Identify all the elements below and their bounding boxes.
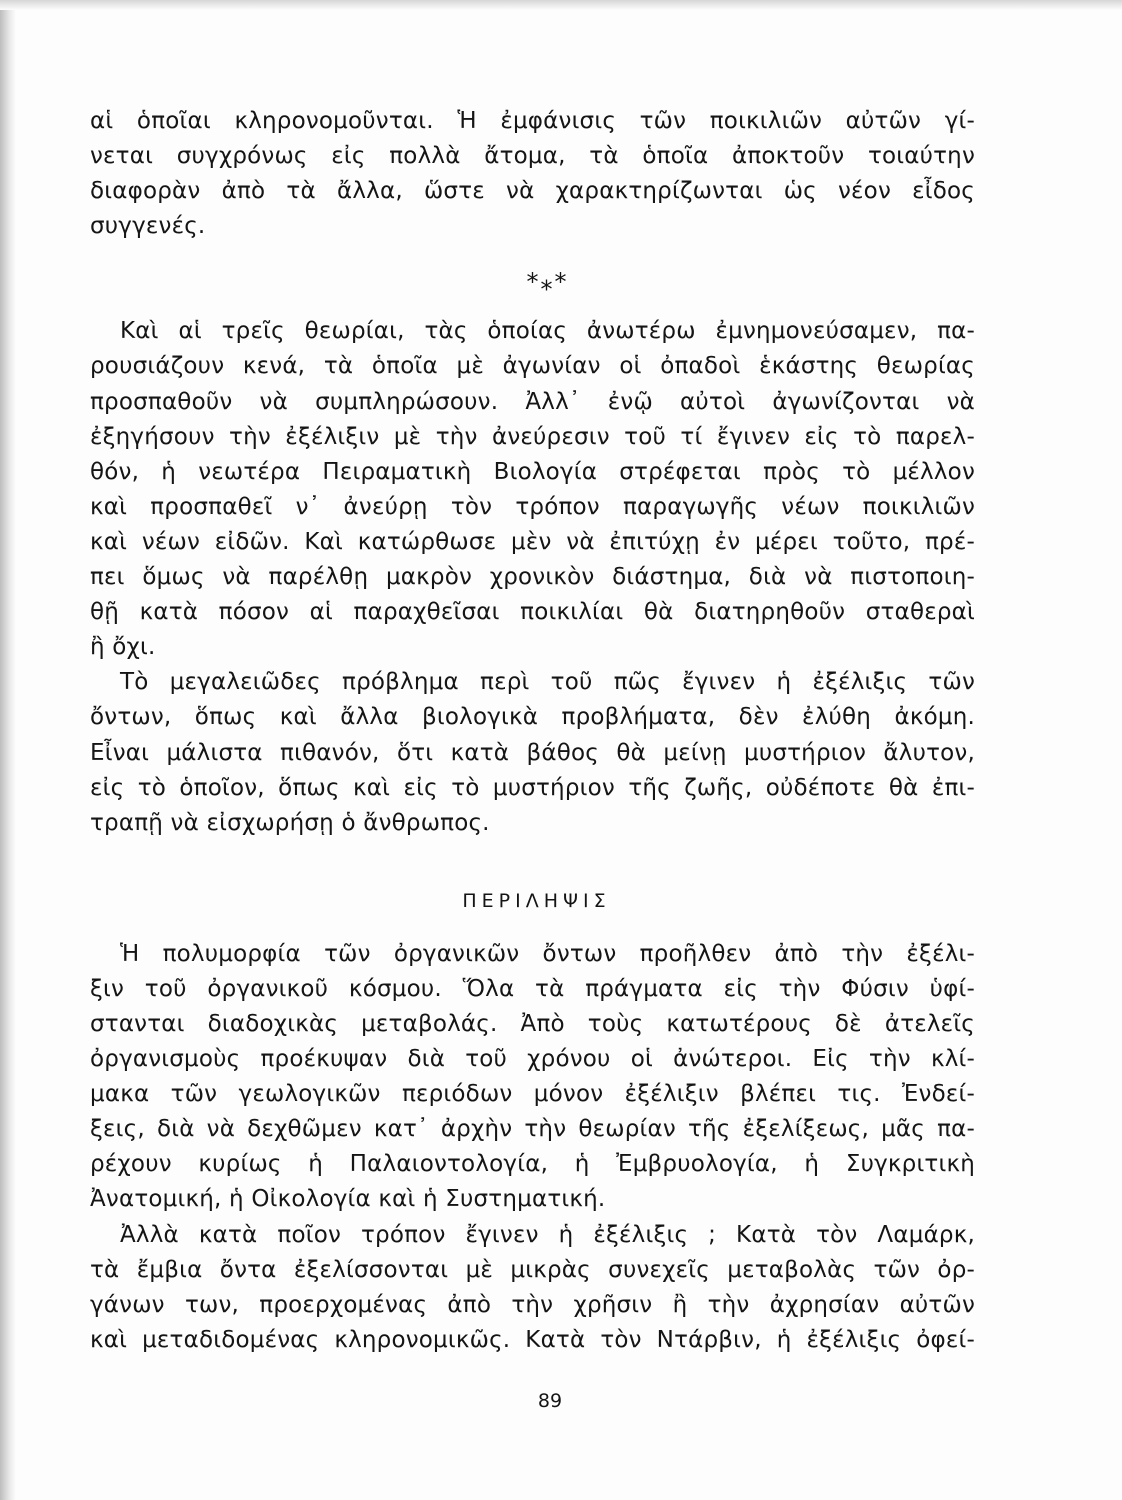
text-line: καὶ μεταδιδομένας κληρονομικῶς. Κατὰ τὸν Ντάρβιν, ἡ ἐξέλιξις ὀφεί-	[90, 1326, 975, 1353]
text-line: Καὶ αἱ τρεῖς θεωρίαι, τὰς ὁποίας ἀνωτέρω ἐμνημονεύσαμεν, πα-	[120, 318, 975, 345]
text-line: εἰς τὸ ὁποῖον, ὅπως καὶ εἰς τὸ μυστήριον τῆς ζωῆς, οὐδέποτε θὰ ἐπι-	[90, 774, 975, 801]
text-line: ὄντων, ὅπως καὶ ἄλλα βιολογικὰ προβλήματα, δὲν ἐλύθη ἀκόμη.	[90, 704, 975, 731]
text-line: καὶ προσπαθεῖ ν᾿ ἀνεύρῃ τὸν τρόπον παραγωγῆς νέων ποικιλιῶν	[90, 493, 975, 520]
text-line: ἐξηγήσουν τὴν ἐξέλιξιν μὲ τὴν ἀνεύρεσιν τοῦ τί ἔγινεν εἰς τὸ παρελ-	[90, 423, 975, 450]
paragraph-1	[90, 104, 975, 244]
text-line: διαφορὰν ἀπὸ τὰ ἄλλα, ὥστε νὰ χαρακτηρίζωνται ὡς νέον εἶδος	[90, 178, 975, 205]
text-line: ξεις, διὰ νὰ δεχθῶμεν κατ᾿ ἀρχὴν τὴν θεωρίαν τῆς ἐξελίξεως, μᾶς πα-	[90, 1116, 975, 1143]
text-line: Ἡ πολυμορφία τῶν ὀργανικῶν ὄντων προῆλθεν ἀπὸ τὴν ἐξέλι-	[120, 940, 975, 967]
text-line: Τὸ μεγαλειῶδες πρόβλημα περὶ τοῦ πῶς ἔγινεν ἡ ἐξέλιξις τῶν	[120, 669, 975, 696]
page-top-shadow	[0, 0, 1122, 10]
paragraph-4	[90, 937, 975, 1218]
text-line: θῇ κατὰ πόσον αἱ παραχθεῖσαι ποικιλίαι θὰ διατηρηθοῦν σταθεραὶ	[90, 599, 975, 626]
text-line: ὀργανισμοὺς προέκυψαν διὰ τοῦ χρόνου οἱ ἀνώτεροι. Εἰς τὴν κλί-	[90, 1046, 975, 1073]
text-line: πει ὅμως νὰ παρέλθῃ μακρὸν χρονικὸν διάστημα, διὰ νὰ πιστοποιη-	[90, 564, 975, 591]
text-line: στανται διαδοχικὰς μεταβολάς. Ἀπὸ τοὺς κατωτέρους δὲ ἀτελεῖς	[90, 1010, 975, 1037]
paragraph-5	[90, 1218, 975, 1358]
text-line: συγγενές.	[90, 213, 206, 240]
paragraph-3	[90, 665, 975, 840]
text-line: ρέχουν κυρίως ἡ Παλαιοντολογία, ἡ Ἐμβρυολογία, ἡ Συγκριτικὴ	[90, 1151, 975, 1178]
text-line: τὰ ἔμβια ὄντα ἐξελίσσονται μὲ μικρὰς συνεχεῖς μεταβολὰς τῶν ὀρ-	[90, 1256, 975, 1283]
text-line: Ἀνατομική, ἡ Οἰκολογία καὶ ἡ Συστηματική.	[90, 1186, 606, 1213]
section-heading: ΠΕΡΙΛΗΨΙΣ	[462, 889, 611, 912]
text-line: τραπῇ νὰ εἰσχωρήσῃ ὁ ἄνθρωπος.	[90, 809, 490, 836]
body-text	[90, 104, 975, 1358]
page-number: 89	[537, 1390, 563, 1412]
text-line: νεται συγχρόνως εἰς πολλὰ ἄτομα, τὰ ὁποῖα ἀποκτοῦν τοιαύτην	[90, 143, 975, 170]
text-line: ρουσιάζουν κενά, τὰ ὁποῖα μὲ ἀγωνίαν οἱ ὀπαδοὶ ἑκάστης θεωρίας	[90, 353, 975, 380]
text-line: καὶ νέων εἰδῶν. Καὶ κατώρθωσε μὲν νὰ ἐπιτύχῃ ἐν μέρει τοῦτο, πρέ-	[90, 528, 975, 555]
text-line: μακα τῶν γεωλογικῶν περιόδων μόνον ἐξέλιξιν βλέπει τις. Ἐνδεί-	[90, 1081, 975, 1108]
section-separator: *⁎*	[526, 268, 569, 297]
text-line: Εἶναι μάλιστα πιθανόν, ὅτι κατὰ βάθος θὰ μείνῃ μυστήριον ἄλυτον,	[90, 739, 975, 766]
page-binding-shadow	[0, 0, 16, 1500]
text-line: θόν, ἡ νεωτέρα Πειραματικὴ Βιολογία στρέφεται πρὸς τὸ μέλλον	[90, 458, 975, 485]
text-line: προσπαθοῦν νὰ συμπληρώσουν. Ἀλλ᾿ ἐνῷ αὐτοὶ ἀγωνίζονται νὰ	[90, 388, 975, 415]
text-line: Ἀλλὰ κατὰ ποῖον τρόπον ἔγινεν ἡ ἐξέλιξις ; Κατὰ τὸν Λαμάρκ,	[120, 1221, 975, 1248]
text-line: ξιν τοῦ ὀργανικοῦ κόσμου. Ὅλα τὰ πράγματα εἰς τὴν Φύσιν ὑφί-	[90, 975, 975, 1002]
text-line: αἱ ὁποῖαι κληρονομοῦνται. Ἡ ἐμφάνισις τῶν ποικιλιῶν αὐτῶν γί-	[90, 108, 975, 134]
text-line: ἢ ὄχι.	[90, 634, 156, 661]
paragraph-2	[90, 314, 975, 665]
text-line: γάνων των, προερχομένας ἀπὸ τὴν χρῆσιν ἢ τὴν ἀχρησίαν αὐτῶν	[90, 1291, 975, 1318]
